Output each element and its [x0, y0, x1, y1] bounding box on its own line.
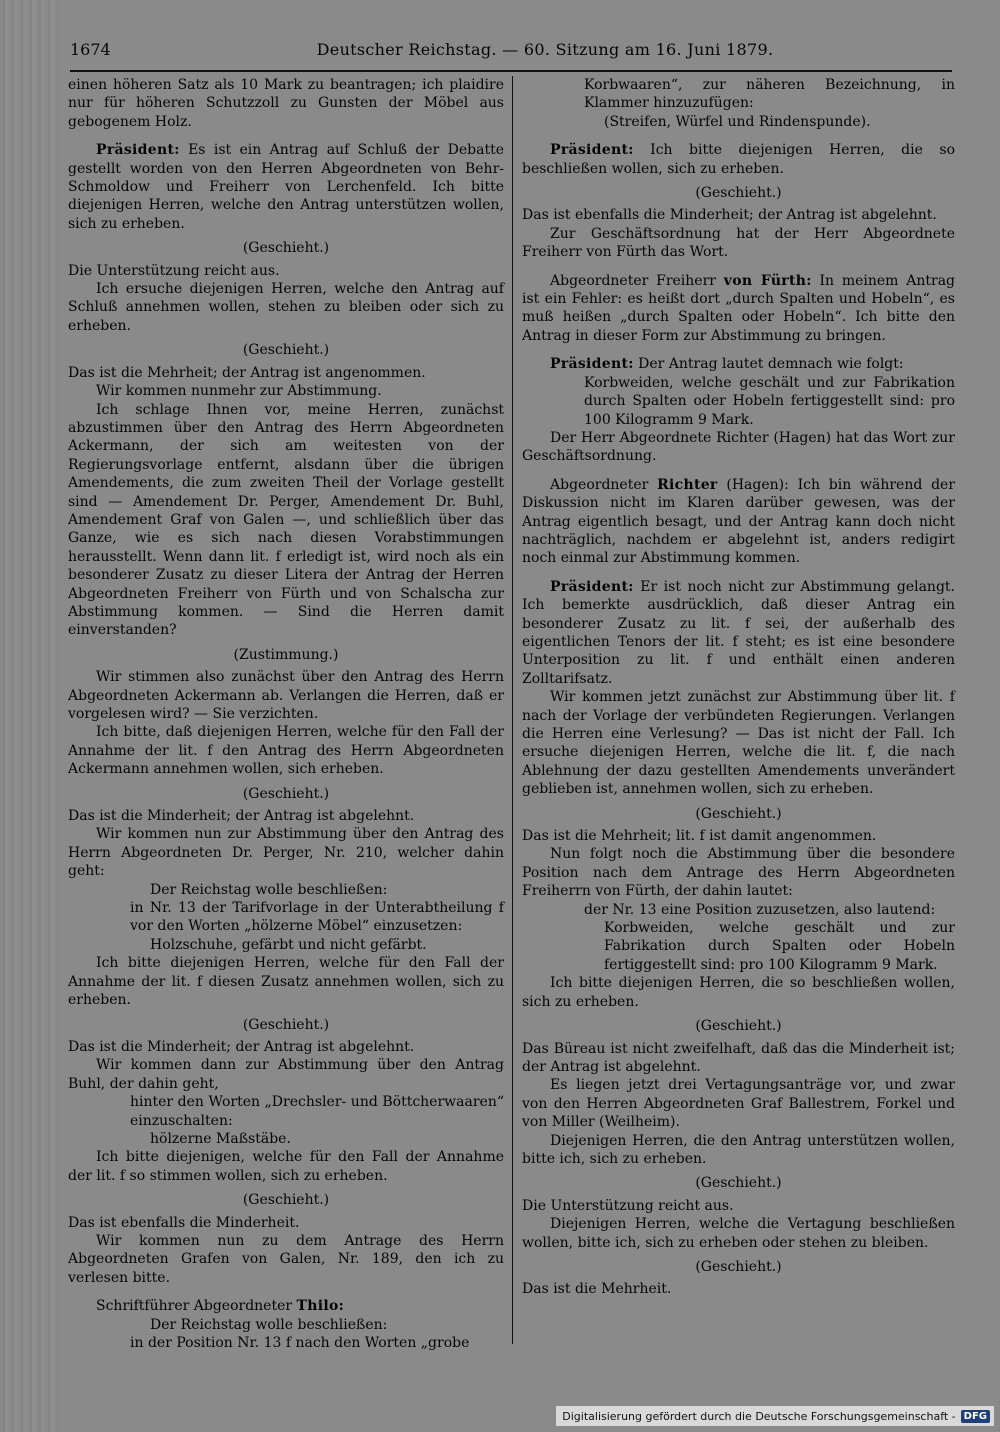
- column-divider: [512, 76, 513, 1344]
- header-rule: [70, 70, 952, 72]
- speaker-prefix: Abgeordneter Freiherr: [550, 272, 716, 289]
- paragraph-text: (Geschieht.): [242, 785, 330, 802]
- paragraph-text: (Geschieht.): [242, 342, 330, 359]
- paragraph-text: Ich bitte, daß diejenigen Herren, welche für den Fall der Annahme der lit. f den Antrag des Herrn Abgeordneten Ackermann annehmen wollen, sich erheben.: [68, 724, 504, 778]
- left-column: [68, 76, 504, 1352]
- paragraph-text: Korbwaaren“, zur näheren Bezeichnung, in Klammer hinzuzufügen:: [584, 77, 955, 112]
- speaker-name: Präsident:: [550, 356, 634, 373]
- paragraph: [522, 919, 955, 974]
- footer-credit-bar: [556, 1406, 994, 1426]
- paragraph-text: Es liegen jetzt drei Vertagungsanträge vor, und zwar von den Herren Abgeordneten Graf Ballestrem, Forkel und von Miller (Weilheim).: [522, 1077, 955, 1131]
- paragraph: [68, 1093, 504, 1130]
- stage-direction: [68, 785, 504, 803]
- paragraph-text: Zur Geschäftsordnung hat der Herr Abgeordnete Freiherr von Fürth das Wort.: [522, 225, 955, 261]
- paragraph: [522, 206, 955, 224]
- paragraph: [522, 578, 955, 688]
- paragraph-text: Die Unterstützung reicht aus.: [68, 262, 280, 279]
- stage-direction: [522, 184, 955, 202]
- paragraph: [68, 262, 504, 280]
- right-column: [522, 76, 955, 1299]
- scan-edge-noise: [0, 0, 58, 1432]
- paragraph: [68, 1148, 504, 1185]
- stage-direction: [522, 1017, 955, 1035]
- paragraph-text: Wir kommen nun zu dem Antrage des Herrn Abgeordneten Grafen von Galen, Nr. 189, den ich zu verlesen bitte.: [68, 1232, 504, 1286]
- paragraph: [68, 1297, 504, 1315]
- paragraph: [522, 113, 955, 131]
- paragraph-text: Holzschuhe, gefärbt und nicht gefärbt.: [150, 936, 427, 953]
- paragraph-text: Der Antrag lautet demnach wie folgt:: [638, 356, 904, 373]
- paragraph-text: Wir kommen nun zur Abstimmung über den Antrag des Herrn Abgeordneten Dr. Perger, Nr. 210, welcher dahin geht:: [68, 826, 504, 880]
- paragraph: [68, 1038, 504, 1056]
- paragraph: [522, 827, 955, 845]
- paragraph: [522, 688, 955, 798]
- speaker-name: Präsident:: [96, 142, 180, 159]
- paragraph: [522, 272, 955, 346]
- paragraph-text: Der Reichstag wolle beschließen:: [150, 1316, 388, 1333]
- paragraph-text: In meinem Antrag ist ein Fehler: es heißt dort „durch Spalten und Hobeln“, es muß heißen „durch Spalten oder Hobeln“. Ich bitte den Antrag in dieser Form zur Abstimmung zu bringen.: [522, 272, 955, 344]
- paragraph-text: (Geschieht.): [242, 240, 330, 257]
- paragraph-text: (Geschieht.): [695, 1018, 782, 1035]
- paragraph: [68, 954, 504, 1009]
- paragraph-text: Ich ersuche diejenigen Herren, welche den Antrag auf Schluß annehmen wollen, stehen zu bleiben oder sich zu erheben.: [68, 281, 504, 334]
- paragraph: [522, 1040, 955, 1077]
- paragraph: [68, 141, 504, 233]
- paragraph-text: Wir stimmen also zunächst über den Antrag des Herrn Abgeordneten Ackermann ab. Verlangen die Herren, daß er vorgelesen wird? — Sie verzichten.: [68, 669, 504, 722]
- running-title: Deutscher Reichstag. — 60. Sitzung am 16. Juni 1879.: [316, 40, 774, 59]
- speaker-name: Präsident:: [550, 142, 634, 159]
- paragraph: [522, 225, 955, 262]
- paragraph: [522, 1197, 955, 1215]
- paragraph-text: der Nr. 13 eine Position zuzusetzen, also lautend:: [584, 901, 936, 918]
- paragraph: [522, 1280, 955, 1298]
- paragraph-text: (Streifen, Würfel und Rindenspunde).: [604, 113, 871, 130]
- stage-direction: [68, 1191, 504, 1209]
- paragraph-text: Der Herr Abgeordnete Richter (Hagen) hat das Wort zur Geschäftsordnung.: [522, 429, 955, 465]
- paragraph-text: Das ist ebenfalls die Minderheit; der Antrag ist abgelehnt.: [522, 207, 937, 224]
- page-header: [70, 40, 950, 66]
- paragraph-text: Wir kommen nunmehr zur Abstimmung.: [96, 383, 382, 400]
- speaker-prefix: Abgeordneter: [550, 476, 649, 493]
- paragraph-text: (Geschieht.): [695, 1175, 782, 1192]
- paragraph: [522, 374, 955, 429]
- paragraph-text: Diejenigen Herren, welche die Vertagung beschließen wollen, bitte ich, sich zu erheben oder stehen zu bleiben.: [522, 1216, 955, 1251]
- paragraph-text: Ich schlage Ihnen vor, meine Herren, zunächst abzustimmen über den Antrag des Herrn Abgeordneten Ackermann, der sich am weitesten von der Regierungsvorlage entfernt, alsdann über die übrigen Amendements, die zum zweiten Theil der Vorlage gestellt sind — Amendement Dr. Perger, Amendement Dr. Buhl, Amendement Graf von Galen —, und schließlich über das Ganze, wie es sich nach diesen Vorabstimmungen herausstellt. Wenn dann lit. f erledigt ist, wird noch als ein besonderer Zusatz zu dieser Litera der Antrag der Herren Abgeordneten Freiherr von Fürth und von Schalscha zur Abstimmung kommen. — Sind die Herren damit einverstanden?: [68, 401, 504, 639]
- paragraph: [68, 1334, 504, 1352]
- paragraph-text: Wir kommen dann zur Abstimmung über den Antrag Buhl, der dahin geht,: [68, 1057, 504, 1092]
- paragraph-text: Wir kommen jetzt zunächst zur Abstimmung über lit. f nach der Vorlage der verbündeten Regierungen. Verlangen die Herren eine Verlesung? — Das ist nicht der Fall. Ich ersuche diejenigen Herren, welche die lit. f, die nach Ablehnung der dazu gestellten Amendements unverändert geblieben ist, annehmen wollen, sich zu erheben.: [522, 689, 955, 798]
- paragraph-text: Ich bitte diejenigen Herren, welche für den Fall der Annahme der lit. f diesen Zusatz annehmen wollen, sich zu erheben.: [68, 955, 504, 1009]
- speaker-name: Präsident:: [550, 578, 634, 595]
- paragraph: [522, 1215, 955, 1252]
- paragraph-text: Das ist die Minderheit; der Antrag ist abgelehnt.: [68, 808, 415, 825]
- paragraph-text: Ich bitte diejenigen Herren, die so beschließen wollen, sich zu erheben.: [522, 142, 955, 177]
- paragraph: [522, 141, 955, 178]
- stage-direction: [68, 1016, 504, 1034]
- paragraph: [68, 807, 504, 825]
- paragraph: [68, 825, 504, 880]
- stage-direction: [522, 1174, 955, 1192]
- paragraph-text: Das Büreau ist nicht zweifelhaft, daß das die Minderheit ist; der Antrag ist abgelehnt.: [522, 1040, 955, 1075]
- paragraph-text: (Geschieht.): [695, 1258, 782, 1275]
- paragraph-text: Korbweiden, welche geschält und zur Fabrikation durch Spalten oder Hobeln fertiggestellt sind: pro 100 Kilogramm 9 Mark.: [604, 920, 955, 973]
- paragraph-text: in der Position Nr. 13 f nach den Worten „grobe: [130, 1335, 470, 1351]
- paragraph: [68, 723, 504, 778]
- dfg-logo: DFG: [961, 1410, 990, 1423]
- stage-direction: [68, 341, 504, 359]
- stage-direction: [522, 1258, 955, 1276]
- paragraph: [522, 901, 955, 919]
- paragraph-text: Nun folgt noch die Abstimmung über die besondere Position nach dem Antrage des Herrn Abgeordneten Freiherrn von Fürth, der dahin lautet:: [522, 846, 955, 900]
- stage-direction: [522, 805, 955, 823]
- paragraph: [68, 881, 504, 899]
- paragraph-text: Es ist ein Antrag auf Schluß der Debatte gestellt worden von den Herren Abgeordneten von Behr-Schmoldow und Freiherr von Lerchenfeld. Ich bitte diejenigen Herren, welche den Antrag unterstützen wollen, sich zu erheben.: [68, 142, 504, 232]
- paragraph-text: Das ist ebenfalls die Minderheit.: [68, 1214, 300, 1231]
- paragraph: [522, 476, 955, 568]
- paragraph-text: Das ist die Mehrheit; der Antrag ist angenommen.: [68, 364, 426, 381]
- paragraph: [68, 668, 504, 723]
- paragraph-text: hölzerne Maßstäbe.: [150, 1130, 291, 1147]
- paragraph: [68, 1056, 504, 1093]
- paragraph-text: einen höheren Satz als 10 Mark zu beantragen; ich plaidire nur für höheren Schutzzoll zu Gunsten der Möbel aus gebogenem Holz.: [68, 77, 504, 130]
- paragraph: [68, 1232, 504, 1287]
- paragraph: [68, 1316, 504, 1334]
- stage-direction: [68, 646, 504, 664]
- paragraph: [68, 899, 504, 936]
- paragraph: [68, 382, 504, 400]
- speaker-name: Richter: [657, 476, 718, 493]
- paragraph-text: Er ist noch nicht zur Abstimmung gelangt. Ich bemerkte ausdrücklich, daß dieser Antrag ein besonderer Zusatz zu lit. f sei, der außerhalb des eigentlichen Tenors der lit. f steht; es ist eine besondere Unterposition zu lit. f und enthält einen anderen Zolltarifsatz.: [522, 578, 955, 687]
- paragraph-text: Korbweiden, welche geschält und zur Fabrikation durch Spalten oder Hobeln fertiggestellt sind: pro 100 Kilogramm 9 Mark.: [584, 374, 955, 428]
- paragraph-text: (Zustimmung.): [233, 646, 339, 663]
- paragraph: [522, 1076, 955, 1131]
- paragraph-text: (Hagen): Ich bin während der Diskussion nicht im Klaren darüber gewesen, was der Antrag eigentlich besagt, und der Antrag kann doch nicht nachträglich, nachdem er abgelehnt ist, anders redigirt noch einmal zur Abstimmung kommen.: [522, 476, 956, 567]
- speaker-name: von Fürth:: [723, 272, 812, 289]
- paragraph-text: (Geschieht.): [242, 1016, 330, 1033]
- paragraph: [68, 364, 504, 382]
- paragraph: [522, 1132, 955, 1169]
- paragraph: [522, 76, 955, 113]
- paragraph-text: (Geschieht.): [695, 805, 782, 822]
- paragraph: [522, 429, 955, 466]
- paragraph: [522, 355, 955, 373]
- paragraph-text: Ich bitte diejenigen Herren, die so beschließen wollen, sich zu erheben.: [522, 975, 955, 1010]
- paragraph-text: in Nr. 13 der Tarifvorlage in der Unterabtheilung f vor den Worten „hölzerne Möbel“ einzusetzen:: [130, 900, 504, 935]
- paragraph-text: Das ist die Mehrheit; lit. f ist damit angenommen.: [522, 828, 877, 845]
- paragraph-text: Das ist die Mehrheit.: [522, 1281, 672, 1298]
- paragraph: [522, 845, 955, 900]
- paragraph-text: (Geschieht.): [695, 185, 782, 202]
- paragraph: [68, 401, 504, 640]
- paragraph: [68, 1214, 504, 1232]
- paragraph-text: hinter den Worten „Drechsler- und Böttcherwaaren“ einzuschalten:: [130, 1094, 504, 1129]
- paragraph-text: Ich bitte diejenigen, welche für den Fall der Annahme der lit. f so stimmen wollen, sich zu erheben.: [68, 1149, 504, 1184]
- stage-direction: [68, 239, 504, 257]
- speaker-prefix: Schriftführer Abgeordneter: [96, 1298, 293, 1315]
- paragraph-text: Diejenigen Herren, die den Antrag unterstützen wollen, bitte ich, sich zu erheben.: [522, 1132, 955, 1167]
- paragraph: [68, 280, 504, 335]
- paragraph: [68, 936, 504, 954]
- paragraph: [68, 76, 504, 131]
- paragraph-text: Das ist die Minderheit; der Antrag ist abgelehnt.: [68, 1038, 415, 1055]
- speaker-name: Thilo:: [296, 1298, 345, 1315]
- paragraph: [68, 1130, 504, 1148]
- paragraph-text: Der Reichstag wolle beschließen:: [150, 881, 388, 898]
- paragraph-text: (Geschieht.): [242, 1192, 330, 1209]
- footer-credit: Digitalisierung gefördert durch die Deutsche Forschungsgemeinschaft -: [562, 1409, 956, 1423]
- page-number: 1674: [70, 40, 111, 59]
- paragraph-text: Die Unterstützung reicht aus.: [522, 1197, 734, 1214]
- paragraph: [522, 974, 955, 1011]
